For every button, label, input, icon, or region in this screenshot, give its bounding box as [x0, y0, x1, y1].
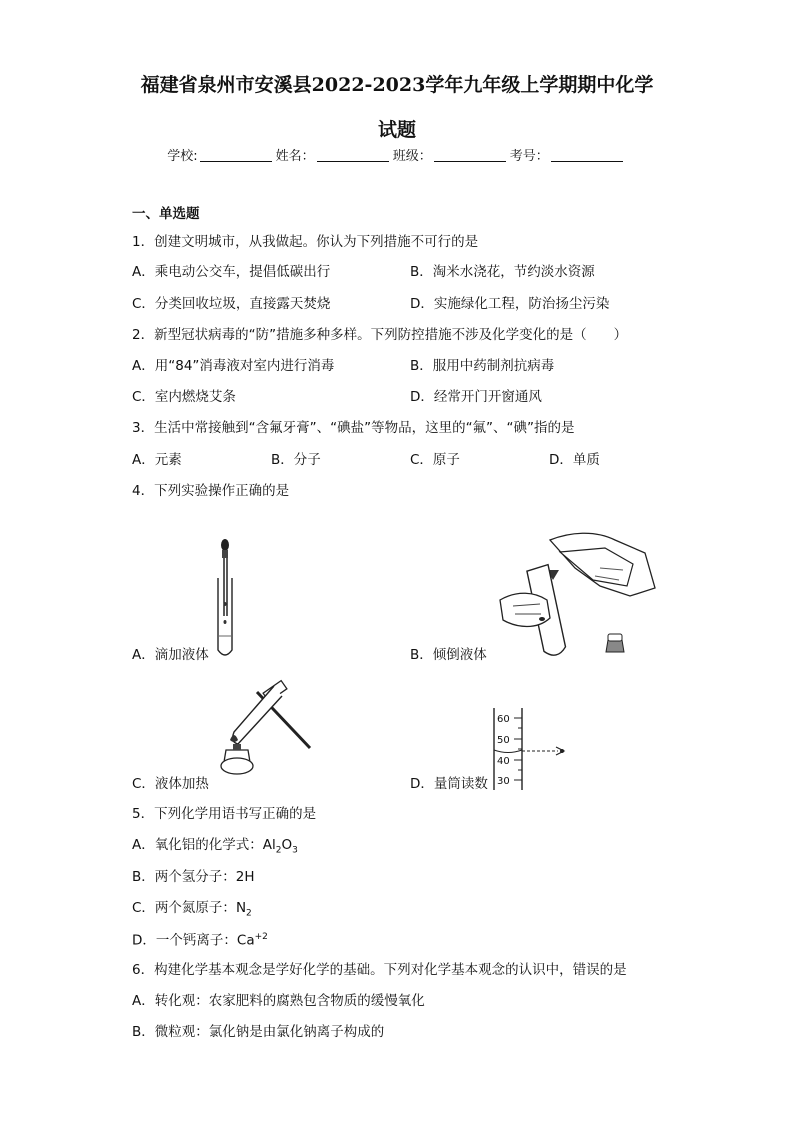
dropper-test-tube-figure: [205, 538, 245, 663]
q3-option-b[interactable]: B．分子: [271, 452, 321, 468]
question-1-stem: 1．创建文明城市，从我做起。你认为下列措施不可行的是: [132, 234, 479, 250]
q1-option-d[interactable]: D．实施绿化工程，防治扬尘污染: [410, 296, 610, 312]
question-6-stem: 6．构建化学基本观念是学好化学的基础。下列对化学基本观念的认识中，错误的是: [132, 962, 627, 978]
cylinder-tick-60: 60: [497, 714, 510, 725]
subscript-2: 2: [275, 845, 282, 856]
formula-2h: 2H: [235, 869, 255, 885]
formula-ca: Ca: [236, 932, 255, 949]
q5-option-b-text: B．两个氢分子：: [132, 869, 236, 885]
q4-option-b[interactable]: B．倾倒液体: [410, 647, 487, 663]
cylinder-tick-50: 50: [497, 735, 510, 746]
formula-n: N: [235, 900, 247, 916]
q5-option-c[interactable]: [132, 902, 252, 919]
cylinder-tick-30: 30: [497, 776, 510, 787]
q1-option-a[interactable]: A．乘电动公交车，提倡低碳出行: [132, 264, 331, 280]
question-3-stem: 3．生活中常接触到“含氟牙膏”、“碘盐”等物品，这里的“氟”、“碘”指的是: [132, 420, 575, 436]
cylinder-tick-40: 40: [497, 756, 510, 767]
heating-liquid-figure: [212, 680, 317, 780]
class-label: 班级：: [392, 149, 432, 164]
q5-option-b[interactable]: [132, 871, 255, 885]
question-5-stem: 5．下列化学用语书写正确的是: [132, 806, 317, 822]
student-info-line: [0, 145, 794, 164]
superscript-charge: +2: [254, 932, 268, 942]
q2-option-c[interactable]: C．室内燃烧艾条: [132, 389, 236, 405]
number-label: 考号：: [509, 149, 549, 164]
exam-title-line2: 试题: [377, 119, 416, 141]
q5-option-a-text: A．氧化铝的化学式：: [132, 837, 263, 853]
formula-al: Al: [262, 837, 276, 853]
q3-option-a[interactable]: A．元素: [132, 452, 182, 468]
q1-option-b[interactable]: B．淘米水浇花，节约淡水资源: [410, 264, 595, 280]
school-blank[interactable]: [200, 149, 272, 162]
q4-option-d[interactable]: D．量筒读数: [410, 776, 488, 792]
name-label: 姓名：: [275, 149, 315, 164]
subscript-2-n: 2: [246, 908, 252, 919]
q4-option-c[interactable]: C．液体加热: [132, 776, 209, 792]
q3-option-d[interactable]: D．单质: [549, 452, 600, 468]
number-blank[interactable]: [551, 149, 623, 162]
q5-option-d[interactable]: [132, 933, 268, 948]
q6-option-a[interactable]: A．转化观：农家肥料的腐熟包含物质的缓慢氧化: [132, 993, 425, 1009]
subscript-3: 3: [292, 845, 298, 856]
q5-option-d-text: D．一个钙离子：: [132, 932, 237, 949]
q2-option-b[interactable]: B．服用中药制剂抗病毒: [410, 358, 555, 374]
q4-option-a[interactable]: A．滴加液体: [132, 647, 209, 663]
q2-option-a[interactable]: A．用“84”消毒液对室内进行消毒: [132, 358, 335, 374]
q6-option-b[interactable]: B．微粒观：氯化钠是由氯化钠离子构成的: [132, 1024, 385, 1040]
q1-option-c[interactable]: C．分类回收垃圾，直接露天焚烧: [132, 296, 331, 312]
formula-o: O: [281, 837, 293, 853]
section-heading: 一、单选题: [132, 206, 200, 222]
pouring-liquid-figure: [495, 528, 670, 663]
q3-option-c[interactable]: C．原子: [410, 452, 460, 468]
graduated-cylinder-figure: [490, 706, 575, 792]
exam-title-line1: 福建省泉州市安溪县2022-2023学年九年级上学期期中化学: [140, 74, 654, 96]
school-label: 学校:: [167, 149, 198, 164]
question-2-stem: 2．新型冠状病毒的“防”措施多种多样。下列防控措施不涉及化学变化的是（ ）: [132, 327, 628, 343]
q2-option-d[interactable]: D．经常开门开窗通风: [410, 389, 542, 405]
q5-option-c-text: C．两个氮原子：: [132, 900, 236, 916]
q5-option-a[interactable]: [132, 839, 298, 856]
name-blank[interactable]: [317, 149, 389, 162]
class-blank[interactable]: [434, 149, 506, 162]
question-4-stem: 4．下列实验操作正确的是: [132, 483, 290, 499]
